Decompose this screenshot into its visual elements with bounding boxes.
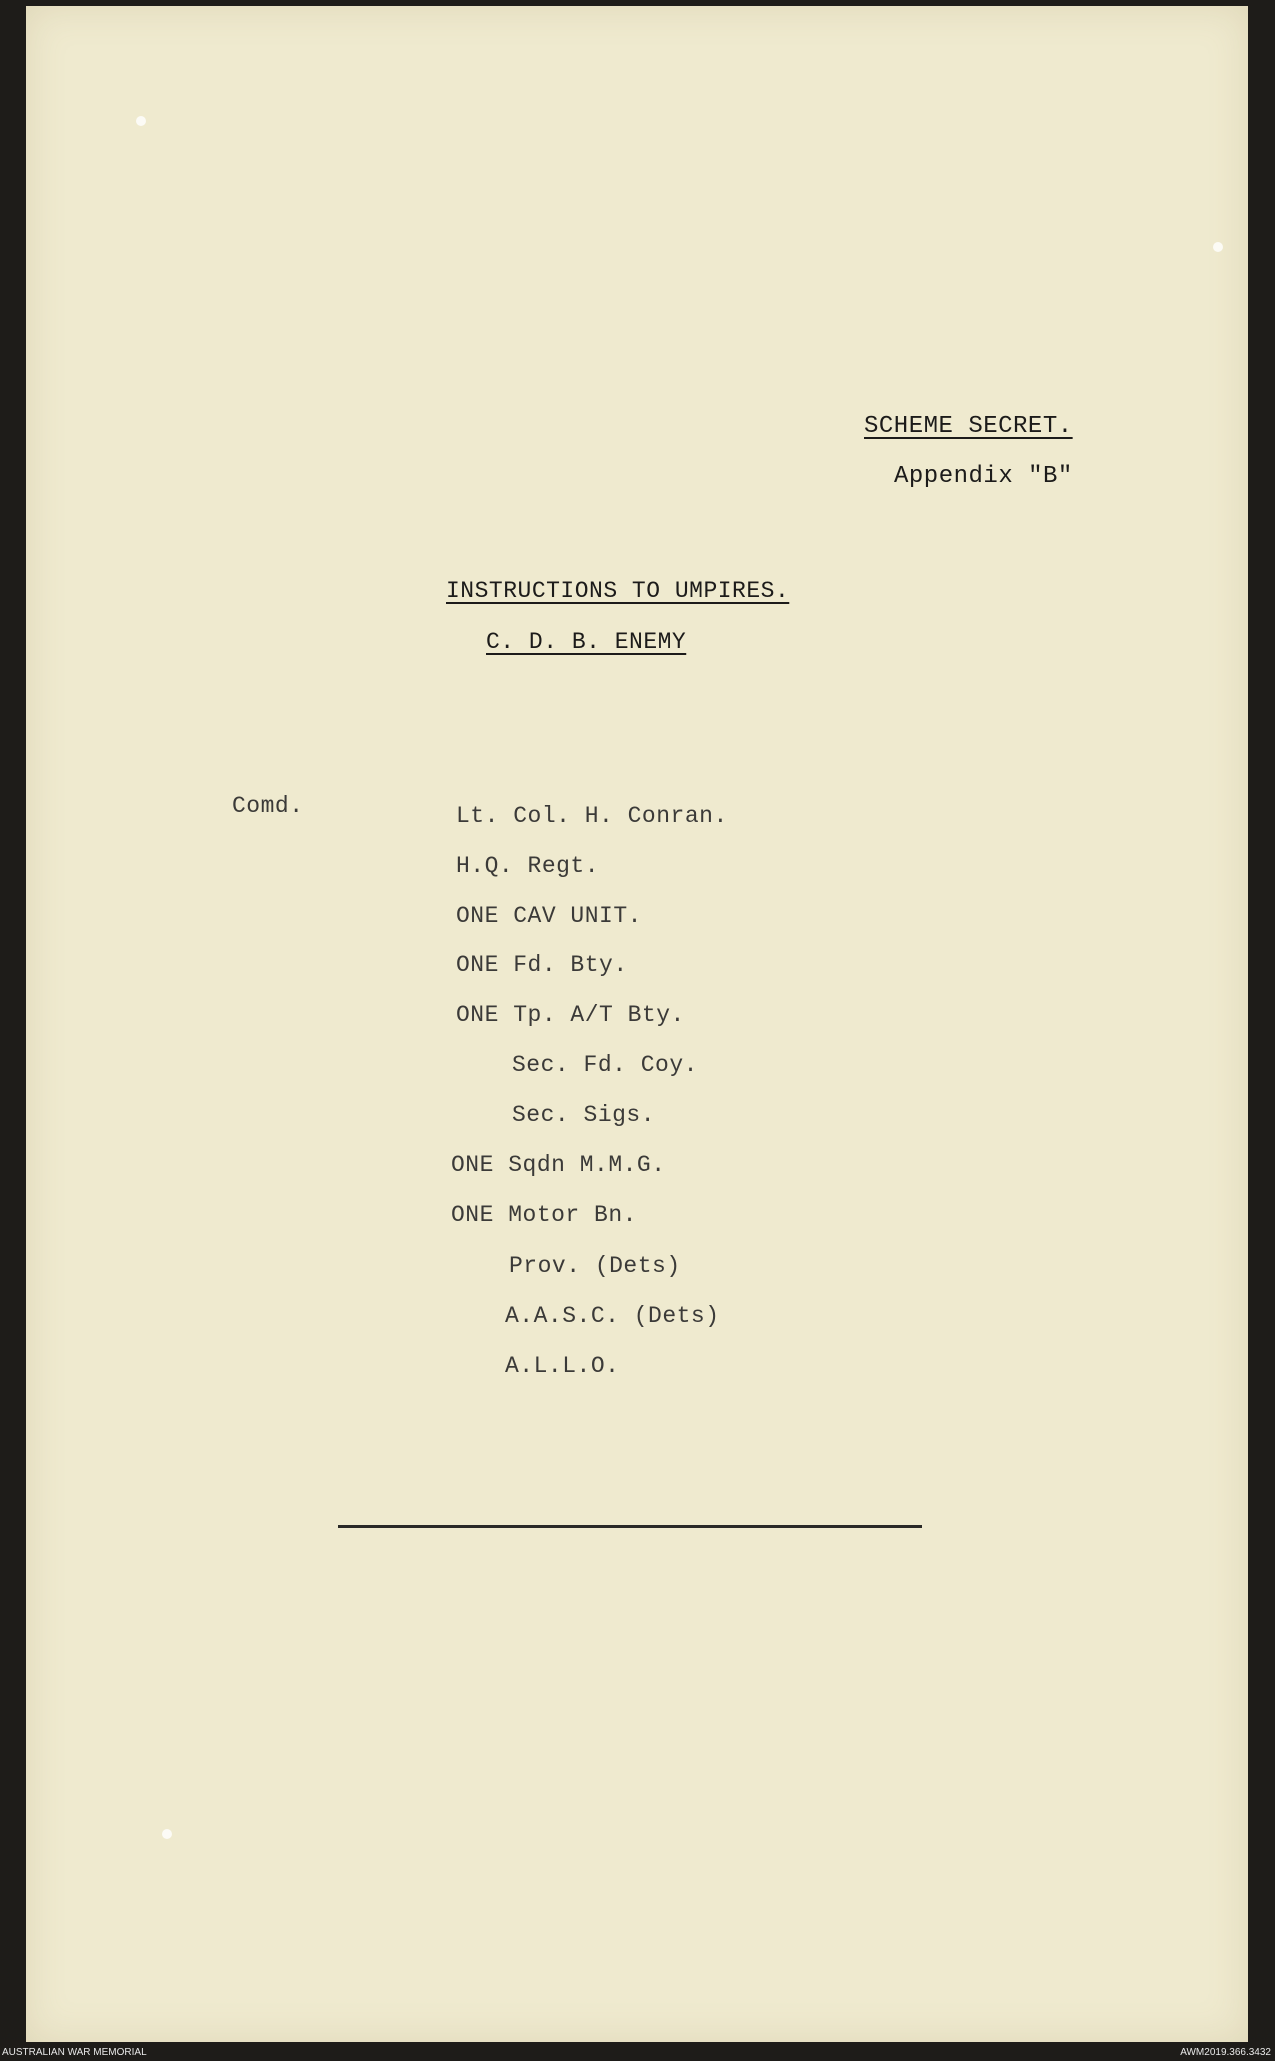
command-entry: A.L.L.O. bbox=[505, 1353, 620, 1379]
closing-rule bbox=[338, 1525, 922, 1528]
pin-hole bbox=[162, 1829, 172, 1839]
command-entry: ONE CAV UNIT. bbox=[456, 903, 642, 929]
command-entry: ONE Fd. Bty. bbox=[456, 952, 628, 978]
command-entry: ONE Tp. A/T Bty. bbox=[456, 1002, 685, 1028]
command-entry: Prov. (Dets) bbox=[509, 1253, 681, 1279]
footer-accession-number: AWM2019.366.3432 bbox=[1180, 2047, 1271, 2058]
command-entry: H.Q. Regt. bbox=[456, 853, 600, 879]
document-subtitle: C. D. B. ENEMY bbox=[486, 629, 687, 655]
command-entry: ONE Sqdn M.M.G. bbox=[451, 1152, 666, 1178]
command-entry: Sec. Sigs. bbox=[512, 1102, 656, 1128]
document-title: INSTRUCTIONS TO UMPIRES. bbox=[446, 578, 790, 604]
footer-archive-name: AUSTRALIAN WAR MEMORIAL bbox=[2, 2047, 147, 2058]
command-entry: A.A.S.C. (Dets) bbox=[505, 1303, 720, 1329]
pin-hole bbox=[136, 116, 146, 126]
command-entry: Sec. Fd. Coy. bbox=[512, 1052, 698, 1078]
command-entry: Lt. Col. H. Conran. bbox=[456, 803, 728, 829]
command-entry: ONE Motor Bn. bbox=[451, 1202, 637, 1228]
command-label: Comd. bbox=[232, 793, 304, 819]
classification-heading: SCHEME SECRET. bbox=[864, 413, 1073, 440]
appendix-label: Appendix "B" bbox=[894, 463, 1073, 490]
pin-hole bbox=[1213, 242, 1223, 252]
